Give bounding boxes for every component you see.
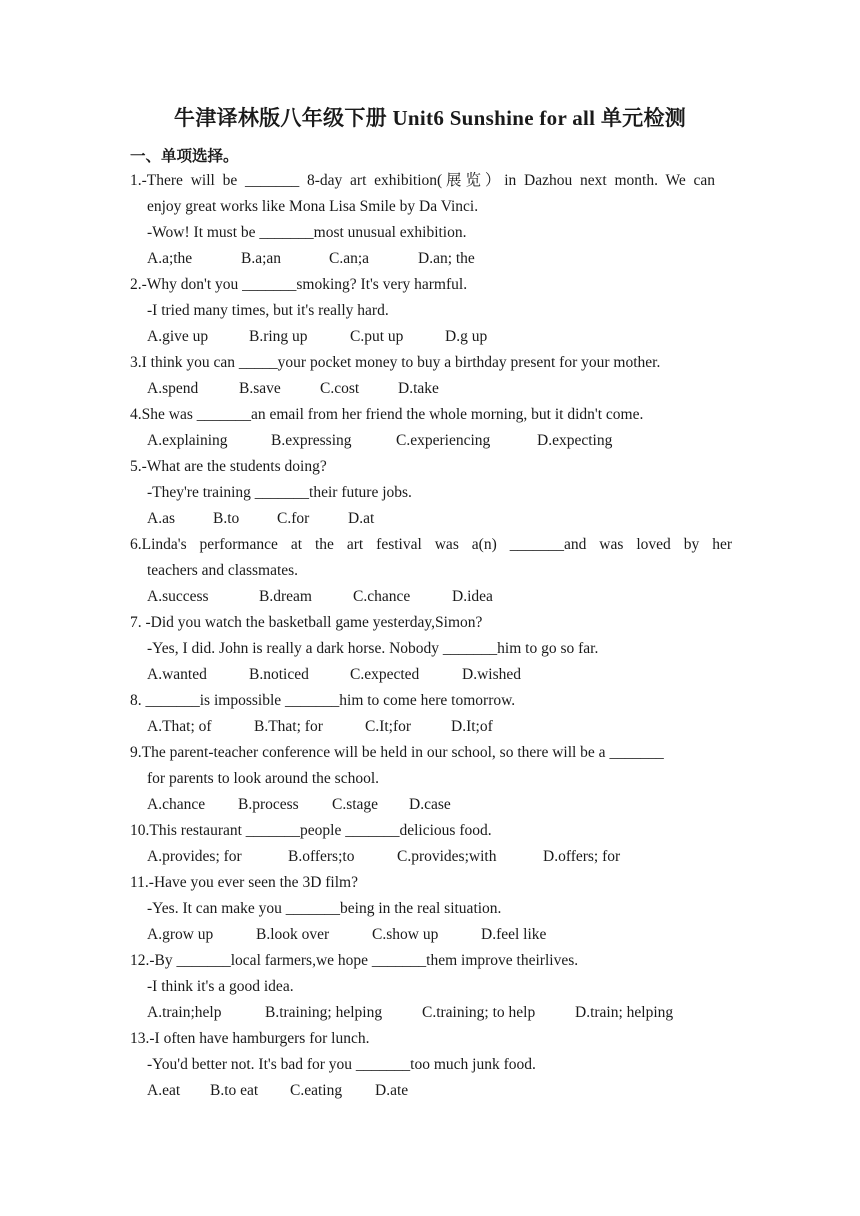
question-9-options bbox=[147, 795, 451, 815]
option-a: A.chance bbox=[147, 796, 206, 813]
option-b: B.look over bbox=[256, 926, 330, 943]
option-a: A.give up bbox=[147, 328, 209, 345]
option-b: B.dream bbox=[259, 588, 312, 605]
option-d: D.feel like bbox=[481, 926, 547, 943]
option-a: A.eat bbox=[147, 1082, 181, 1099]
question-10-options bbox=[147, 847, 620, 867]
question-1-line-2: enjoy great works like Mona Lisa Smile by Da Vinci. bbox=[147, 198, 479, 215]
option-a: A.grow up bbox=[147, 926, 214, 943]
option-d: D.at bbox=[348, 510, 375, 527]
question-13-line-2: -You'd better not. It's bad for you _______too much junk food. bbox=[147, 1056, 536, 1073]
question-1-line-3: -Wow! It must be _______most unusual exhibition. bbox=[147, 224, 467, 241]
question-13-line-1: 13.-I often have hamburgers for lunch. bbox=[130, 1030, 370, 1047]
option-b: B.That; for bbox=[254, 718, 323, 735]
question-11-line-2: -Yes. It can make you _______being in the real situation. bbox=[147, 900, 502, 917]
option-d: D.train; helping bbox=[575, 1004, 674, 1021]
option-a: A.a;the bbox=[147, 250, 193, 267]
question-12-line-1: 12.-By _______local farmers,we hope _______them improve theirlives. bbox=[130, 952, 579, 969]
question-12-line-2: -I think it's a good idea. bbox=[147, 978, 294, 995]
question-5-options bbox=[147, 509, 374, 529]
option-c: C.chance bbox=[353, 588, 411, 605]
question-10-line-1: 10.This restaurant _______people _______delicious food. bbox=[130, 822, 492, 839]
option-d: D.expecting bbox=[537, 432, 613, 449]
option-c: C.It;for bbox=[365, 718, 412, 735]
question-2-options bbox=[147, 327, 487, 347]
question-6-line-1: 6.Linda's performance at the art festival was a(n) _______and was loved by her bbox=[130, 536, 732, 553]
option-c: C.stage bbox=[332, 796, 379, 813]
option-b: B.ring up bbox=[249, 328, 308, 345]
option-c: C.provides;with bbox=[397, 848, 497, 865]
question-7-line-2: -Yes, I did. John is really a dark horse. Nobody _______him to go so far. bbox=[147, 640, 599, 657]
option-a: A.wanted bbox=[147, 666, 207, 683]
question-1-line-1: 1.-There will be _______ 8-day art exhibition(展览）in Dazhou next month. We can bbox=[130, 172, 715, 189]
question-6-options bbox=[147, 587, 493, 607]
question-1-options bbox=[147, 249, 475, 269]
option-b: B.noticed bbox=[249, 666, 309, 683]
question-7-options bbox=[147, 665, 521, 685]
option-d: D.idea bbox=[452, 588, 493, 605]
option-a: A.as bbox=[147, 510, 175, 527]
option-d: D.ate bbox=[375, 1082, 409, 1099]
option-b: B.save bbox=[239, 380, 281, 397]
question-8-line-1: 8. _______is impossible _______him to come here tomorrow. bbox=[130, 692, 516, 709]
question-5-line-2: -They're training _______their future jobs. bbox=[147, 484, 412, 501]
question-3-line-1: 3.I think you can _____your pocket money to buy a birthday present for your mother. bbox=[130, 354, 661, 371]
question-4-line-1: 4.She was _______an email from her friend the whole morning, but it didn't come. bbox=[130, 406, 644, 423]
option-c: C.experiencing bbox=[396, 432, 491, 449]
question-3-options bbox=[147, 379, 439, 399]
option-a: A.spend bbox=[147, 380, 199, 397]
option-b: B.to eat bbox=[210, 1082, 259, 1099]
option-a: A.train;help bbox=[147, 1004, 222, 1021]
question-5-line-1: 5.-What are the students doing? bbox=[130, 458, 327, 475]
option-c: C.show up bbox=[372, 926, 439, 943]
option-d: D.an; the bbox=[418, 250, 475, 267]
option-b: B.expressing bbox=[271, 432, 352, 449]
option-c: C.put up bbox=[350, 328, 404, 345]
question-4-options bbox=[147, 431, 612, 451]
option-b: B.training; helping bbox=[265, 1004, 383, 1021]
question-7-line-1: 7. -Did you watch the basketball game yesterday,Simon? bbox=[130, 614, 483, 631]
option-c: C.for bbox=[277, 510, 310, 527]
option-d: D.case bbox=[409, 796, 451, 813]
question-12-options bbox=[147, 1003, 673, 1023]
question-8-options bbox=[147, 717, 493, 737]
question-2-line-1: 2.-Why don't you _______smoking? It's very harmful. bbox=[130, 276, 468, 293]
option-c: C.training; to help bbox=[422, 1004, 536, 1021]
question-9-line-1: 9.The parent-teacher conference will be held in our school, so there will be a _______ bbox=[130, 744, 664, 761]
option-d: D.take bbox=[398, 380, 439, 397]
option-b: B.offers;to bbox=[288, 848, 355, 865]
option-d: D.g up bbox=[445, 328, 488, 345]
question-2-line-2: -I tried many times, but it's really hard. bbox=[147, 302, 389, 319]
option-c: C.expected bbox=[350, 666, 420, 683]
option-a: A.explaining bbox=[147, 432, 228, 449]
section-heading: 一、单项选择。 bbox=[130, 148, 239, 165]
option-b: B.a;an bbox=[241, 250, 282, 267]
question-13-options bbox=[147, 1081, 408, 1101]
option-c: C.an;a bbox=[329, 250, 370, 267]
option-c: C.eating bbox=[290, 1082, 343, 1099]
question-6-line-2: teachers and classmates. bbox=[147, 562, 299, 579]
option-c: C.cost bbox=[320, 380, 360, 397]
option-d: D.wished bbox=[462, 666, 521, 683]
option-a: A.provides; for bbox=[147, 848, 242, 865]
question-11-options bbox=[147, 925, 546, 945]
question-9-line-2: for parents to look around the school. bbox=[147, 770, 380, 787]
option-b: B.to bbox=[213, 510, 240, 527]
page-title: 牛津译林版八年级下册 Unit6 Sunshine for all 单元检测 bbox=[173, 106, 687, 130]
option-d: D.It;of bbox=[451, 718, 493, 735]
question-11-line-1: 11.-Have you ever seen the 3D film? bbox=[130, 874, 358, 891]
option-d: D.offers; for bbox=[543, 848, 621, 865]
option-a: A.That; of bbox=[147, 718, 212, 735]
option-b: B.process bbox=[238, 796, 299, 813]
option-a: A.success bbox=[147, 588, 209, 605]
